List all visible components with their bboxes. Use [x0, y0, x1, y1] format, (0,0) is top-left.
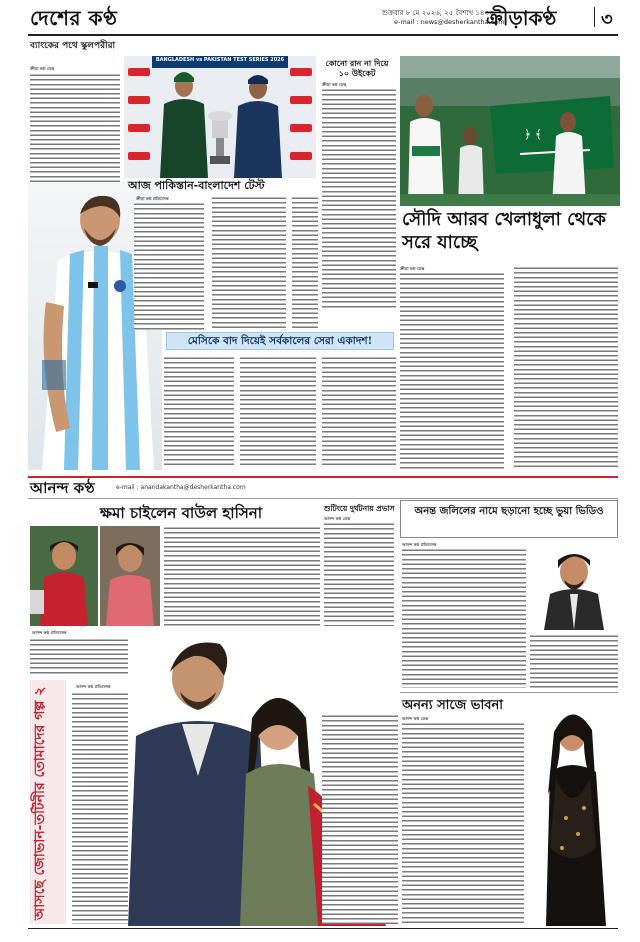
masthead-divider [594, 7, 595, 27]
test-series-photo [124, 56, 316, 178]
saudi-byline: ক্রীড়া কণ্ঠ ডেস্ক [400, 266, 425, 271]
messi-kicker-col2 [240, 356, 316, 466]
messi-byline: ক্রীড়া কণ্ঠ ডেস্ক [30, 66, 55, 71]
ananta-headline: অনন্ত জলিলের নামে ছড়ানো হচ্ছে ভুয়া ভিডিও [414, 506, 604, 517]
masthead-date: শুক্রবার ৮ মে ২০২৬, ২৫ বৈশাখ ১৪৩৩ [382, 9, 494, 17]
page-number: ৩ [601, 9, 613, 30]
ananya-photo [526, 698, 618, 926]
test-series-banner: BANGLADESH vs PAKISTAN TEST SERIES 2026 [155, 57, 285, 63]
wickets-text-block [322, 88, 396, 310]
movie-caption-lines [322, 714, 398, 924]
ananta-photo [530, 540, 618, 630]
movie-vertical-title: আসছে জোভান-তটিনীর তোমাদের গল্প ২ [32, 686, 48, 920]
hasina-photo-left [30, 526, 98, 626]
masthead-left-title: দেশের কণ্ঠ [30, 6, 118, 30]
ananta-text-col1 [402, 548, 526, 688]
hasina-byline: আনন্দ কণ্ঠ প্রতিবেদক [32, 630, 67, 635]
bottom-rule [28, 928, 618, 929]
wickets-headline: কোনো রান না দিয়ে ১০ উইকেট [325, 58, 389, 78]
saudi-text-col1 [400, 272, 504, 470]
ananta-byline: আনন্দ কণ্ঠ প্রতিবেদক [402, 542, 437, 547]
ananda-email: e-mail : anandakantha@desherkantha.com [116, 484, 246, 491]
flag-script: ﴿ ﴾ [524, 127, 542, 141]
ananya-rule [400, 692, 618, 693]
messi-kicker-col1 [164, 356, 234, 466]
hasina-photo-right [100, 526, 160, 626]
test-text-col3 [292, 196, 318, 330]
movie-byline: আনন্দ কণ্ঠ প্রতিবেদক [76, 684, 111, 689]
saudi-text-col2 [514, 266, 618, 470]
masthead-rule [28, 34, 618, 36]
masthead-right-title: ক্রীড়াকণ্ঠ [486, 6, 557, 30]
hasina-headline: ক্ষমা চাইলেন বাউল হাসিনা [99, 504, 263, 522]
section-thin-rule [28, 498, 618, 499]
shooting-headline: শুটিংয়ে দুর্ঘটনায় প্রভাস [324, 504, 395, 513]
messi-kicker-headline: মেসিকে বাদ দিয়েই সর্বকালের সেরা একাদশ! [187, 335, 373, 347]
ananta-text-col2 [530, 634, 618, 688]
ananya-text-block [402, 722, 524, 924]
masthead-email: e-mail : news@desherkantha.com [394, 18, 505, 26]
messi-headline: ব্যাংকের পথে স্কুলপরীরা [30, 41, 116, 51]
test-text-col1 [134, 202, 204, 330]
section-red-rule [28, 476, 618, 478]
ananya-headline: অনন্য সাজে ভাবনা [402, 698, 504, 713]
test-headline: আজ পাকিস্তান-বাংলাদেশ টেস্ট [128, 179, 265, 192]
shooting-byline: আনন্দ কণ্ঠ ডেস্ক [324, 516, 351, 521]
ananya-byline: আনন্দ কণ্ঠ ডেস্ক [402, 716, 429, 721]
hasina-text-block-bottom [30, 638, 142, 674]
movie-text-block [72, 692, 128, 924]
ananda-section-title: আনন্দ কণ্ঠ [30, 479, 95, 497]
test-text-col2 [212, 196, 286, 330]
test-byline: ক্রীড়া কণ্ঠ প্রতিবেদক [136, 196, 169, 201]
masthead [0, 0, 640, 34]
hasina-text-block-top [164, 526, 320, 630]
saudi-headline: সৌদি আরব খেলাধুলা থেকে সরে যাচ্ছে [402, 209, 606, 253]
saudi-photo [400, 56, 620, 206]
wickets-byline: ক্রীড়া কণ্ঠ ডেস্ক [322, 82, 347, 87]
messi-kicker-col3 [322, 356, 396, 466]
